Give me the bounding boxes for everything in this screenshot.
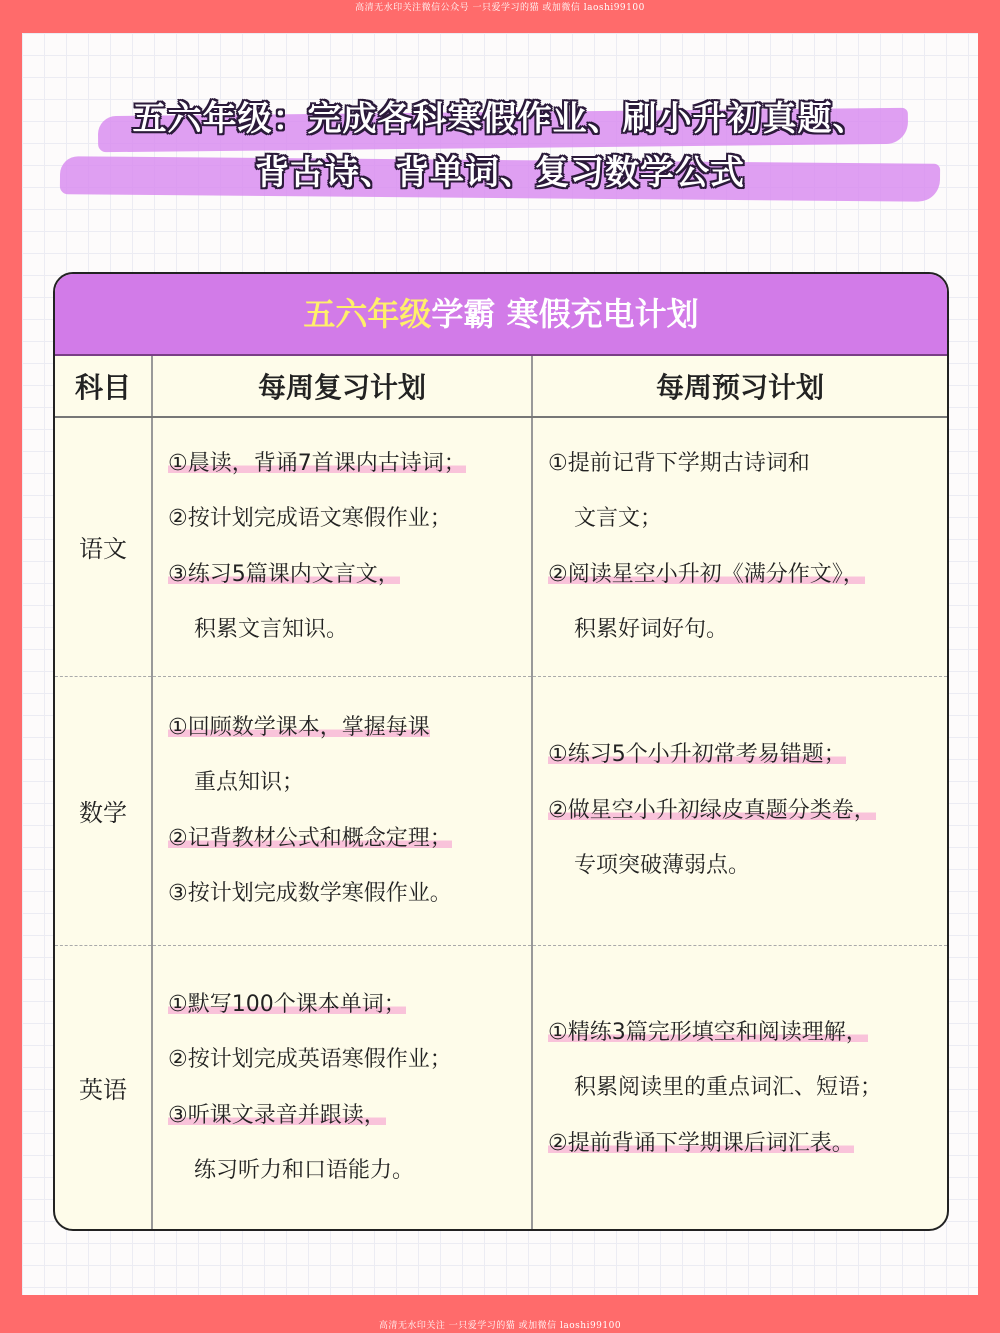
list-item: ①默写100个课本单词； <box>168 991 406 1017</box>
subject-cell: 英语 <box>55 945 152 1230</box>
list-item: 积累阅读里的重点词汇、短语； <box>574 1075 883 1100</box>
list-item: ②按计划完成语文寒假作业； <box>168 506 452 532</box>
list-item: ③练习5篇课内文言文， <box>168 561 400 587</box>
list-item: ①回顾数学课本，掌握每课 <box>168 714 430 740</box>
review-cell <box>152 417 532 676</box>
subject-cell: 数学 <box>55 676 152 945</box>
watermark-top: 高清无水印关注微信公众号 一只爱学习的猫 或加微信 laoshi99100 <box>355 3 645 13</box>
preview-cell <box>532 676 947 945</box>
preview-cell <box>532 417 947 676</box>
card-title <box>55 274 947 356</box>
card-title-rest: 学霸 寒假充电计划 <box>431 295 699 333</box>
list-item: ①提前记背下学期古诗词和 <box>548 450 810 476</box>
column-header-preview: 每周预习计划 <box>532 356 947 417</box>
list-item: 文言文； <box>574 506 663 532</box>
list-item: 积累文言知识。 <box>194 617 349 643</box>
column-header-review: 每周复习计划 <box>152 356 532 417</box>
plan-table <box>55 356 947 1230</box>
list-item: 重点知识； <box>194 770 305 795</box>
watermark-bottom: 高清无水印关注 一只爱学习的猫 或加微信 laoshi99100 <box>378 1321 622 1331</box>
list-item: 专项突破薄弱点。 <box>574 853 751 879</box>
list-item: ③按计划完成数学寒假作业。 <box>168 881 452 906</box>
list-item: ①精练3篇完形填空和阅读理解， <box>548 1019 868 1045</box>
plan-card <box>53 272 949 1231</box>
subject-cell: 语文 <box>55 417 152 676</box>
table-row <box>55 417 947 676</box>
headline-line-2: 背古诗、背单词、复习数学公式 <box>255 153 745 193</box>
list-item: ②按计划完成英语寒假作业； <box>168 1047 452 1073</box>
table-row <box>55 945 947 1230</box>
table-header-row <box>55 356 947 417</box>
list-item: ②记背教材公式和概念定理； <box>168 825 452 851</box>
column-header-subject: 科目 <box>55 356 152 417</box>
headline-line-1: 五六年级：完成各科寒假作业、刷小升初真题、 <box>132 99 868 139</box>
headline <box>0 92 1000 200</box>
list-item: ①晨读，背诵7首课内古诗词； <box>168 450 466 476</box>
preview-cell <box>532 945 947 1230</box>
table-row <box>55 676 947 945</box>
list-item: ②阅读星空小升初《满分作文》， <box>548 561 865 587</box>
list-item: ②做星空小升初绿皮真题分类卷， <box>548 797 876 823</box>
review-cell <box>152 676 532 945</box>
card-title-highlight: 五六年级 <box>303 295 432 333</box>
review-cell <box>152 945 532 1230</box>
list-item: ①练习5个小升初常考易错题； <box>548 742 846 768</box>
list-item: ③听课文录音并跟读， <box>168 1102 386 1128</box>
list-item: 积累好词好句。 <box>574 617 729 643</box>
list-item: 练习听力和口语能力。 <box>194 1158 415 1184</box>
list-item: ②提前背诵下学期课后词汇表。 <box>548 1130 854 1156</box>
